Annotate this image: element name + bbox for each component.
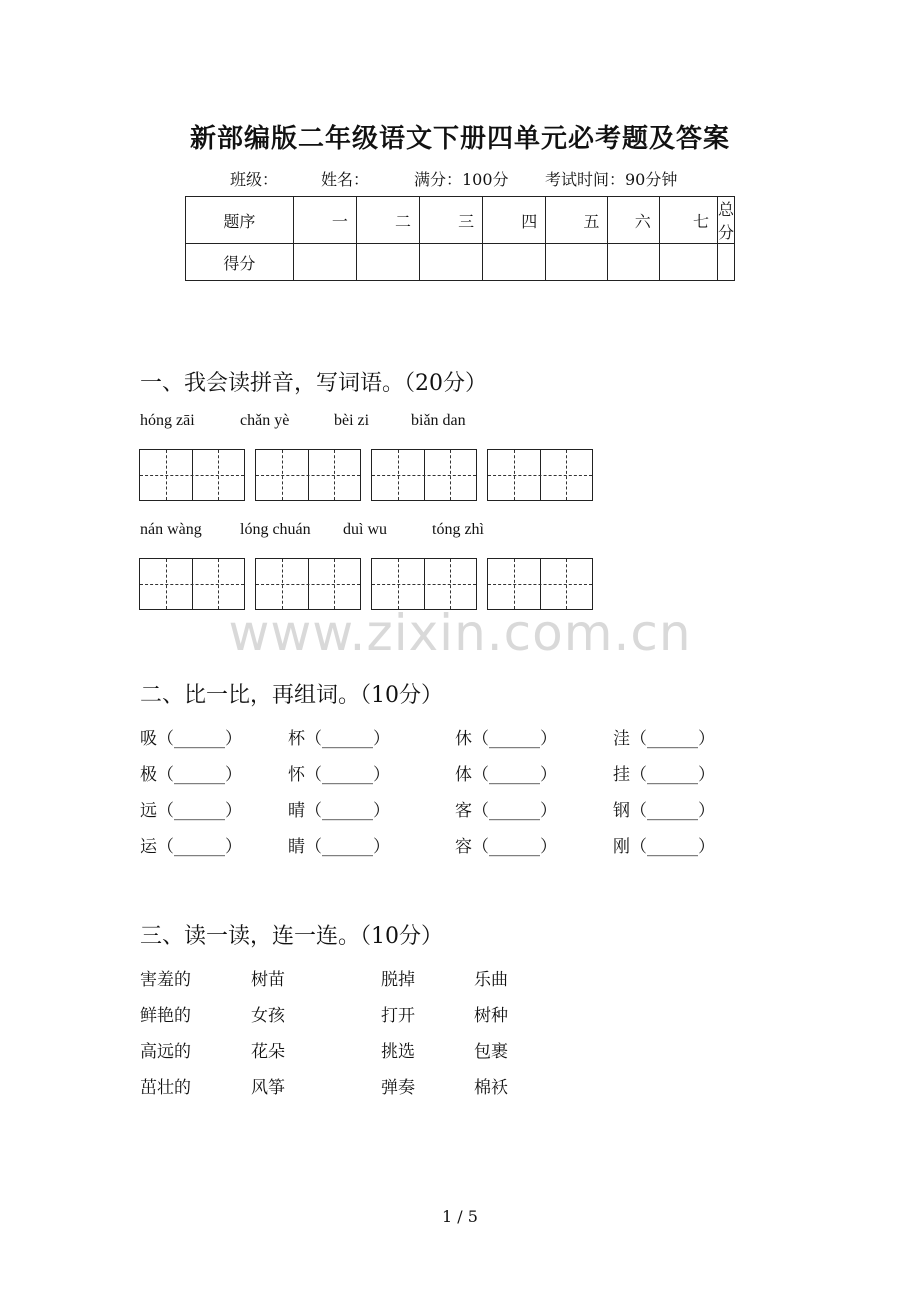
score-cell[interactable] <box>659 244 717 281</box>
score-header-cell: 六 <box>608 197 659 244</box>
compare-item: 挂（______） <box>613 765 715 785</box>
compare-item: 容（______） <box>455 837 557 857</box>
pinyin-label: bèi zi <box>334 412 370 429</box>
score-cell[interactable] <box>608 244 659 281</box>
score-header-cell: 四 <box>483 197 546 244</box>
score-header-cell: 二 <box>356 197 419 244</box>
compare-item: 洼（______） <box>613 729 715 749</box>
writing-grid[interactable] <box>255 558 361 610</box>
exam-time-label: 考试时间：90分钟 <box>545 170 678 189</box>
score-cell[interactable] <box>293 244 356 281</box>
compare-item: 杯（______） <box>288 729 390 749</box>
match-word: 鲜艳的 <box>140 1006 191 1026</box>
match-word: 弹奏 <box>381 1078 415 1098</box>
section1-heading: 一、我会读拼音，写词语。（20分） <box>140 371 487 396</box>
score-table <box>185 196 735 281</box>
match-word: 棉袄 <box>474 1078 508 1098</box>
score-cell[interactable] <box>356 244 419 281</box>
writing-grid[interactable] <box>487 558 593 610</box>
writing-grid[interactable] <box>139 449 245 501</box>
match-word: 花朵 <box>251 1042 285 1062</box>
score-cell[interactable] <box>717 244 734 281</box>
score-header-cell: 一 <box>293 197 356 244</box>
score-header-cell: 七 <box>659 197 717 244</box>
pinyin-label: hóng zāi <box>140 412 195 429</box>
match-word: 女孩 <box>251 1006 285 1026</box>
pinyin-row-2 <box>0 521 920 541</box>
writing-grid[interactable] <box>371 558 477 610</box>
compare-item: 晴（______） <box>288 801 390 821</box>
pinyin-label: biǎn dan <box>411 412 466 429</box>
writing-grid[interactable] <box>139 558 245 610</box>
compare-item: 休（______） <box>455 729 557 749</box>
document-title: 新部编版二年级语文下册四单元必考题及答案 <box>189 124 730 154</box>
match-word: 高远的 <box>140 1042 191 1062</box>
page-number: 1 / 5 <box>442 1207 478 1226</box>
score-table-score-row <box>186 244 735 281</box>
compare-item: 极（______） <box>140 765 242 785</box>
compare-item: 吸（______） <box>140 729 242 749</box>
score-cell[interactable] <box>420 244 483 281</box>
match-word: 害羞的 <box>140 970 191 990</box>
compare-item: 刚（______） <box>613 837 715 857</box>
match-word: 包裹 <box>474 1042 508 1062</box>
match-word: 乐曲 <box>474 970 508 990</box>
writing-grid[interactable] <box>487 449 593 501</box>
class-label: 班级： <box>230 170 279 189</box>
compare-item: 运（______） <box>140 837 242 857</box>
compare-item: 怀（______） <box>288 765 390 785</box>
name-label: 姓名： <box>321 170 370 189</box>
match-word: 茁壮的 <box>140 1078 191 1098</box>
compare-item: 睛（______） <box>288 837 390 857</box>
pinyin-label: chǎn yè <box>240 412 290 429</box>
pinyin-row-1 <box>0 412 920 432</box>
score-header-cell: 五 <box>546 197 608 244</box>
score-row-label: 得分 <box>186 244 294 281</box>
compare-item: 体（______） <box>455 765 557 785</box>
writing-grid[interactable] <box>255 449 361 501</box>
score-header-cell: 题序 <box>186 197 294 244</box>
section3-heading: 三、读一读，连一连。（10分） <box>140 924 443 949</box>
match-word: 树种 <box>474 1006 508 1026</box>
match-word: 风筝 <box>251 1078 285 1098</box>
score-cell[interactable] <box>483 244 546 281</box>
full-score-label: 满分：100分 <box>414 170 509 189</box>
score-header-cell: 三 <box>420 197 483 244</box>
pinyin-label: lóng chuán <box>240 521 311 538</box>
compare-item: 客（______） <box>455 801 557 821</box>
match-word: 脱掉 <box>381 970 415 990</box>
score-cell[interactable] <box>546 244 608 281</box>
pinyin-label: tóng zhì <box>432 521 484 538</box>
pinyin-label: nán wàng <box>140 521 202 538</box>
score-table-header-row <box>186 197 735 244</box>
match-word: 挑选 <box>381 1042 415 1062</box>
match-word: 树苗 <box>251 970 285 990</box>
compare-item: 远（______） <box>140 801 242 821</box>
pinyin-label: duì wu <box>343 521 387 538</box>
watermark: www.zixin.com.cn <box>228 604 692 662</box>
match-word: 打开 <box>381 1006 415 1026</box>
score-header-cell: 总分 <box>717 197 734 244</box>
section2-heading: 二、比一比，再组词。（10分） <box>140 683 443 708</box>
writing-grid[interactable] <box>371 449 477 501</box>
compare-item: 钢（______） <box>613 801 715 821</box>
